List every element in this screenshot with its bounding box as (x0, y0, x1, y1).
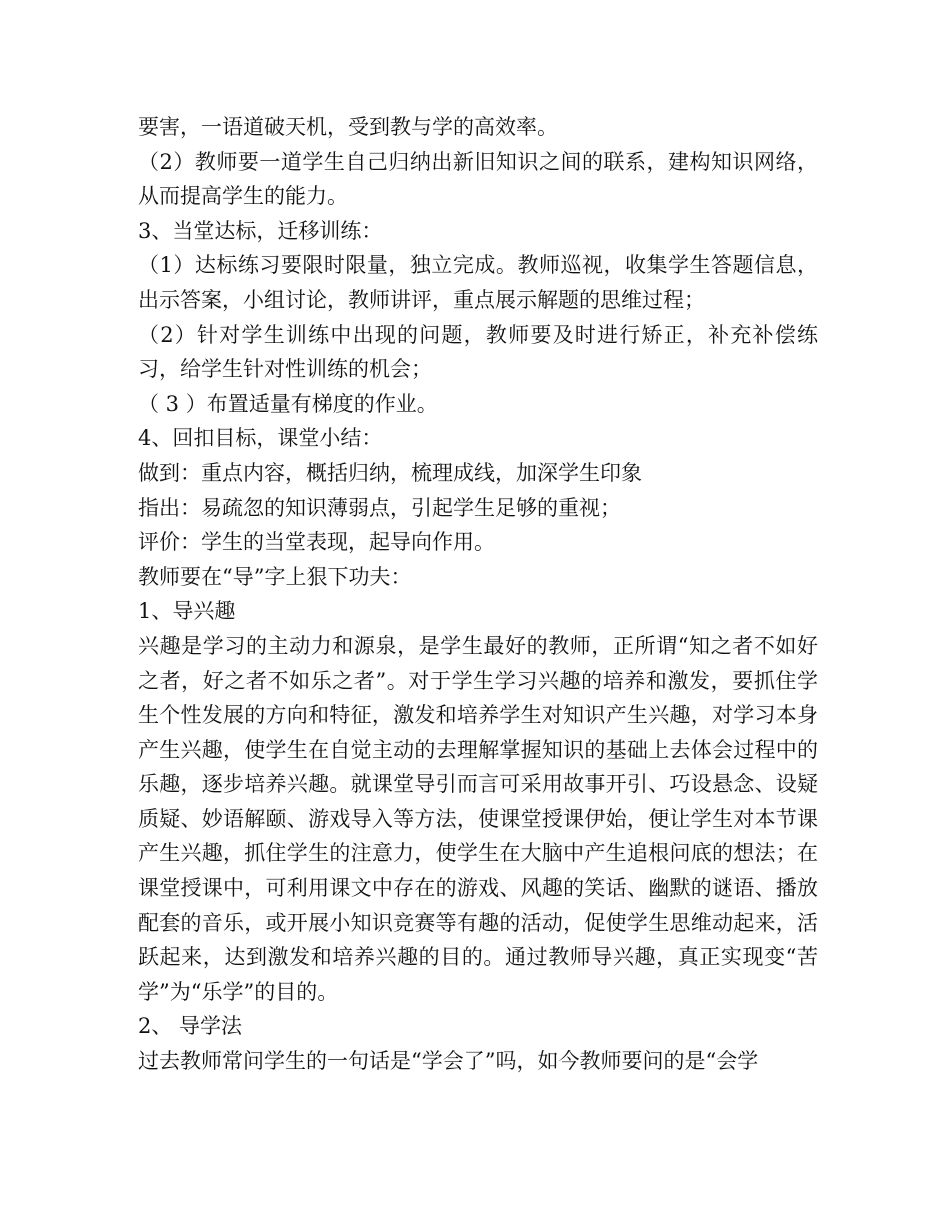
paragraph-item-2b: （2）针对学生训练中出现的问题，教师要及时进行矫正，补充补偿练习，给学生针对性训练的机会； (138, 322, 818, 382)
paragraph-evaluate: 评价：学生的当堂表现，起导向作用。 (138, 530, 495, 555)
paragraph-item-2: （2）教师要一道学生自己归纳出新旧知识之间的联系，建构知识网络，从而提高学生的能力。 (138, 149, 818, 209)
paragraph-continuation: 要害，一语道破天机，受到教与学的高效率。 (138, 115, 558, 139)
paragraph-do: 做到：重点内容，概括归纳，梳理成线，加深学生印象 (138, 460, 642, 485)
document-body (138, 110, 818, 1079)
paragraph-point-out: 指出：易疏忽的知识薄弱点，引起学生足够的重视； (138, 495, 621, 520)
paragraph-guide-intro: 教师要在“导”字上狠下功夫： (138, 564, 412, 589)
subheading-guide-method: 2、 导学法 (138, 1014, 243, 1039)
section-heading-3: 3、当堂达标，迁移训练： (138, 218, 383, 243)
section-heading-4: 4、回扣目标，课堂小结： (138, 426, 383, 451)
subheading-guide-interest: 1、导兴趣 (138, 599, 236, 624)
paragraph-item-1: （1）达标练习要限时限量，独立完成。教师巡视，收集学生答题信息，出示答案，小组讨论，教师讲评，重点展示解题的思维过程； (138, 253, 818, 312)
paragraph-interest-body: 兴趣是学习的主动力和源泉，是学生最好的教师，正所谓“知之者不如好之者，好之者不如乐之者”。对于学生学习兴趣的培养和激发，要抓住学生个性发展的方向和特征，激发和培养学生对知识产生兴趣，对学习本身产生兴趣，使学生在自觉主动的去理解掌握知识的基础上去体会过程中的乐趣，逐步培养兴趣。就课堂导引而言可采用故事开引、巧设悬念、设疑质疑、妙语解颐、游戏导入等方法，使课堂授课伊始，便让学生对本节课产生兴趣，抓住学生的注意力，使学生在大脑中产生追根问底的想法；在课堂授课中，可利用课文中存在的游戏、风趣的笑话、幽默的谜语、播放配套的音乐，或开展小知识竞赛等有趣的活动，促使学生思维动起来，活跃起来，达到激发和培养兴趣的目的。通过教师导兴趣，真正实现变“苦学”为“乐学”的目的。 (138, 633, 818, 1004)
paragraph-item-3: （ 3 ）布置适量有梯度的作业。 (138, 391, 438, 416)
paragraph-method-body: 过去教师常问学生的一句话是“学会了”吗，如今教师要问的是“会学 (138, 1049, 759, 1074)
